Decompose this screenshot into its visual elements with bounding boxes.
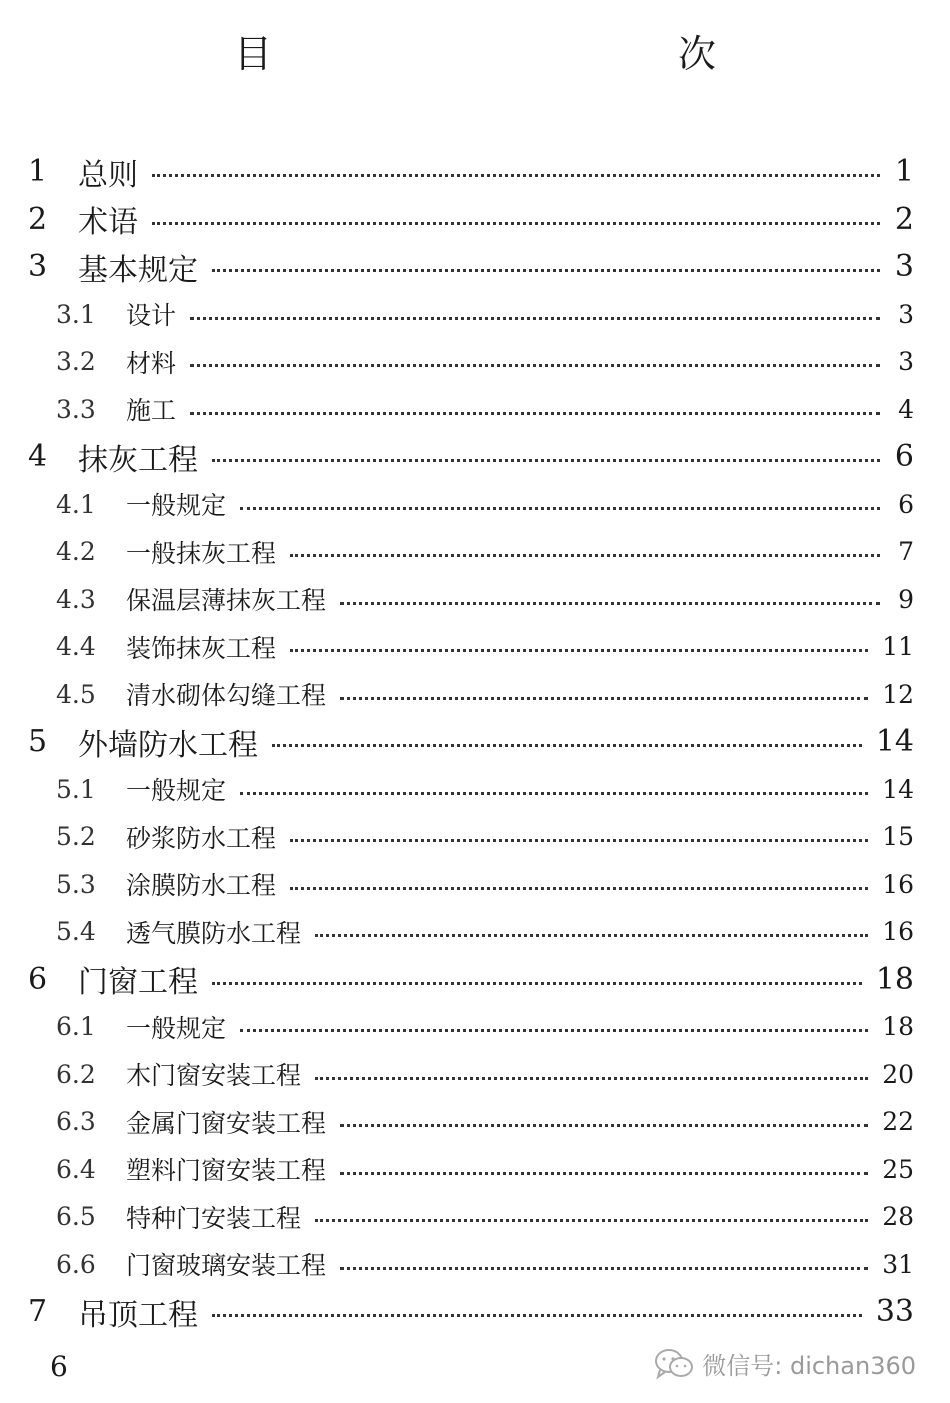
toc-dot-leader (240, 1029, 868, 1032)
toc-entry-number: 6.6 (56, 1249, 96, 1279)
toc-entry-number: 4.5 (56, 679, 96, 709)
toc-entry-title: 施工 (126, 396, 177, 426)
toc-dot-leader (290, 554, 880, 557)
toc-entry-page: 18 (882, 1012, 914, 1042)
toc-entry-page: 14 (882, 774, 914, 804)
toc-entry-title: 总则 (78, 157, 138, 193)
toc-entry-number: 1 (28, 154, 48, 190)
toc-entry-number: 3.3 (56, 394, 96, 424)
toc-entry-title: 透气膜防水工程 (126, 918, 302, 948)
toc-entry[interactable] (0, 338, 950, 386)
toc-dot-leader (315, 1219, 868, 1222)
watermark-text: 微信号: dichan360 (702, 1352, 916, 1380)
toc-entry-number: 6.1 (56, 1012, 96, 1042)
toc-entry-page: 9 (898, 584, 914, 614)
toc-entry-number: 3.1 (56, 299, 96, 329)
toc-entry-title: 吊顶工程 (78, 1297, 198, 1333)
toc-entry-page: 12 (882, 679, 914, 709)
toc-dot-leader (340, 1124, 868, 1127)
toc-dot-leader (240, 792, 868, 795)
toc-entry-title: 术语 (78, 205, 138, 241)
toc-entry-page: 6 (894, 439, 914, 475)
toc-entry-page: 31 (882, 1249, 914, 1279)
toc-entry-title: 一般规定 (126, 491, 227, 521)
toc-dot-leader (212, 982, 862, 985)
toc-entry[interactable] (0, 576, 950, 624)
toc-entry[interactable] (0, 481, 950, 529)
toc-dot-leader (315, 934, 868, 937)
toc-dot-leader (290, 839, 868, 842)
toc-entry-page: 16 (882, 869, 914, 899)
wechat-icon (654, 1347, 694, 1381)
toc-entry-number: 3 (28, 249, 48, 285)
toc-entry-title: 砂浆防水工程 (126, 823, 277, 853)
toc-entry-number: 6.4 (56, 1154, 96, 1184)
toc-entry-page: 1 (894, 154, 914, 190)
toc-entry[interactable] (0, 718, 950, 766)
toc-entry-page: 18 (875, 961, 914, 997)
toc-entry-number: 7 (28, 1294, 48, 1330)
toc-entry-number: 5.1 (56, 774, 96, 804)
toc-dot-leader (212, 459, 880, 462)
toc-entry-page: 20 (882, 1059, 914, 1089)
toc-entry[interactable] (0, 1098, 950, 1146)
toc-entry-page: 6 (898, 489, 914, 519)
toc-entry-page: 3 (898, 347, 914, 377)
toc-entry-title: 金属门窗安装工程 (126, 1108, 327, 1138)
toc-entry-number: 4 (28, 439, 48, 475)
toc-dot-leader (190, 317, 880, 320)
toc-entry-title: 涂膜防水工程 (126, 871, 277, 901)
toc-entry[interactable] (0, 1146, 950, 1194)
page-number: 6 (50, 1350, 68, 1383)
toc-entry[interactable] (0, 1241, 950, 1289)
toc-dot-leader (190, 364, 880, 367)
toc-dot-leader (190, 412, 880, 415)
toc-dot-leader (212, 1314, 862, 1317)
toc-entry-number: 4.3 (56, 584, 96, 614)
toc-entry-title: 设计 (126, 301, 177, 331)
toc-entry-title: 抹灰工程 (78, 442, 198, 478)
table-of-contents (0, 148, 950, 1336)
toc-dot-leader (340, 602, 880, 605)
toc-entry-title: 基本规定 (78, 252, 198, 288)
toc-entry[interactable] (0, 1193, 950, 1241)
toc-entry-number: 4.2 (56, 537, 96, 567)
toc-entry[interactable] (0, 813, 950, 861)
toc-entry[interactable] (0, 196, 950, 244)
toc-entry[interactable] (0, 528, 950, 576)
toc-entry-title: 一般规定 (126, 1013, 227, 1043)
toc-entry-title: 材料 (126, 348, 177, 378)
toc-entry[interactable] (0, 671, 950, 719)
toc-entry[interactable] (0, 243, 950, 291)
toc-dot-leader (152, 174, 880, 177)
toc-entry[interactable] (0, 433, 950, 481)
toc-entry-page: 14 (875, 724, 914, 760)
toc-entry-page: 3 (898, 299, 914, 329)
toc-entry-title: 外墙防水工程 (78, 727, 258, 763)
toc-entry-page: 3 (894, 249, 914, 285)
toc-entry-page: 25 (882, 1154, 914, 1184)
toc-entry-title: 清水砌体勾缝工程 (126, 681, 327, 711)
toc-entry[interactable] (0, 908, 950, 956)
toc-entry-title: 门窗工程 (78, 965, 198, 1001)
toc-entry[interactable] (0, 956, 950, 1004)
toc-dot-leader (340, 1267, 868, 1270)
watermark (654, 1346, 916, 1381)
toc-entry[interactable] (0, 1003, 950, 1051)
toc-entry-title: 塑料门窗安装工程 (126, 1156, 327, 1186)
toc-dot-leader (272, 744, 862, 747)
toc-entry-number: 6.2 (56, 1059, 96, 1089)
toc-entry-page: 2 (894, 201, 914, 237)
toc-entry-page: 15 (882, 822, 914, 852)
toc-entry[interactable] (0, 291, 950, 339)
toc-dot-leader (340, 697, 868, 700)
toc-entry[interactable] (0, 386, 950, 434)
toc-entry-page: 4 (898, 394, 914, 424)
toc-entry-page: 11 (882, 632, 914, 662)
toc-dot-leader (212, 269, 880, 272)
toc-entry[interactable] (0, 766, 950, 814)
toc-entry-page: 28 (882, 1202, 914, 1232)
toc-entry[interactable] (0, 1051, 950, 1099)
toc-entry-page: 22 (882, 1107, 914, 1137)
toc-dot-leader (152, 222, 880, 225)
toc-entry-number: 4.4 (56, 632, 96, 662)
toc-entry-page: 16 (882, 917, 914, 947)
toc-dot-leader (340, 1172, 868, 1175)
toc-entry-number: 4.1 (56, 489, 96, 519)
toc-entry-title: 保温层薄抹灰工程 (126, 586, 327, 616)
toc-entry-number: 5.3 (56, 869, 96, 899)
toc-entry-page: 33 (875, 1294, 914, 1330)
toc-dot-leader (315, 1077, 868, 1080)
toc-dot-leader (240, 507, 880, 510)
toc-entry[interactable] (0, 148, 950, 196)
toc-entry-number: 5.2 (56, 822, 96, 852)
toc-entry-title: 门窗玻璃安装工程 (126, 1251, 327, 1281)
toc-dot-leader (290, 649, 868, 652)
toc-entry-number: 6.5 (56, 1202, 96, 1232)
toc-entry[interactable] (0, 623, 950, 671)
toc-entry-title: 一般抹灰工程 (126, 538, 277, 568)
toc-dot-leader (290, 887, 868, 890)
page-title: 目 次 (233, 32, 826, 76)
toc-entry-title: 装饰抹灰工程 (126, 633, 277, 663)
toc-entry-number: 5 (28, 724, 48, 760)
toc-entry-title: 特种门安装工程 (126, 1203, 302, 1233)
toc-entry-page: 7 (898, 537, 914, 567)
toc-entry-number: 5.4 (56, 917, 96, 947)
toc-entry[interactable] (0, 861, 950, 909)
toc-entry-title: 一般规定 (126, 776, 227, 806)
toc-entry[interactable] (0, 1288, 950, 1336)
toc-entry-title: 木门窗安装工程 (126, 1061, 302, 1091)
toc-entry-number: 6 (28, 961, 48, 997)
toc-entry-number: 3.2 (56, 347, 96, 377)
toc-entry-number: 2 (28, 201, 48, 237)
toc-entry-number: 6.3 (56, 1107, 96, 1137)
